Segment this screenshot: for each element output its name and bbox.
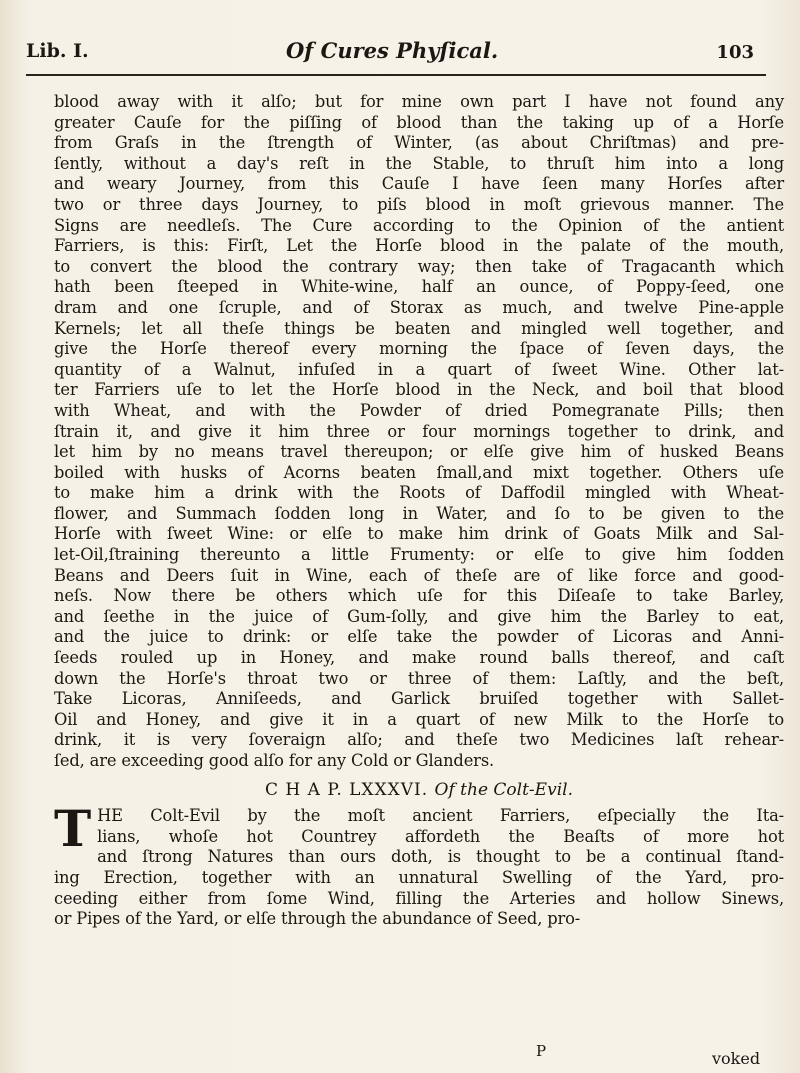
text-line: Signs are needleſs. The Cure according to the Opinion of the antient: [54, 215, 784, 235]
text-line: Oil and Honey, and give it in a quart of new Milk to the Horſe to: [54, 709, 784, 729]
text-line: ter Farriers uſe to let the Horſe blood in the Neck, and boil that blood: [54, 380, 784, 400]
text-line: HE Colt-Evil by the moſt ancient Farriers, eſpecially the Ita-: [97, 806, 784, 826]
text-line: Beans and Deers ſuit in Wine, each of theſe are of like force and good-: [54, 565, 784, 585]
text-line: greater Cauſe for the piſſing of blood than the taking up of a Horſe: [54, 112, 784, 132]
chapter-label: C H A P. LXXXVI.: [265, 779, 429, 800]
text-line: ſtrain it, and give it him three or four mornings together to drink, and: [54, 421, 784, 441]
text-line: to make him a drink with the Roots of Daffodil mingled with Wheat-: [54, 483, 784, 503]
text-line: two or three days Journey, to piſs blood in moſt grievous manner. The: [54, 194, 784, 214]
text-line: quantity of a Walnut, infuſed in a quart of ſweet Wine. Other lat-: [54, 359, 784, 379]
text-line: Horſe with ſweet Wine: or elſe to make him drink of Goats Milk and Sal-: [54, 524, 784, 544]
text-line: or Pipes of the Yard, or elſe through the abundance of Seed, pro-: [54, 909, 581, 929]
drop-cap: T: [54, 799, 92, 859]
chapter-heading: [54, 780, 784, 801]
text-line: lians, whoſe hot Countrey affordeth the Beaſts of more hot: [97, 826, 784, 846]
text-line: hath been ſteeped in White-wine, half an ounce, of Poppy-ſeed, one: [54, 277, 784, 297]
header-rule: [26, 74, 766, 76]
text-line: ſently, without a day's reſt in the Stable, to thruſt him into a long: [54, 153, 784, 173]
chapter-subtitle: Of the Colt-Evil.: [434, 779, 573, 800]
signature-mark: P: [536, 1042, 547, 1060]
running-header: [26, 32, 766, 72]
chapter-text: [54, 799, 784, 930]
text-line: give the Horſe thereof every morning the ſpace of ſeven days, the: [54, 339, 784, 359]
text-line: down the Horſe's throat two or three of them: Laſtly, and the beſt,: [54, 668, 784, 688]
text-line: drink, it is very ſoveraign alſo; and theſe two Medicines laſt rehear-: [54, 730, 784, 750]
text-line: boiled with husks of Acorns beaten ſmall,and mixt together. Others uſe: [54, 462, 784, 482]
catchword: voked: [712, 1049, 761, 1068]
text-line: to convert the blood the contrary way; then take of Tragacanth which: [54, 256, 784, 276]
text-line: and ſeethe in the juice of Gum-ſolly, and give him the Barley to eat,: [54, 606, 784, 626]
text-line: ing Erection, together with an unnatural Swelling of the Yard, pro-: [54, 867, 784, 887]
text-line: neſs. Now there be others which uſe for this Diſeaſe to take Barley,: [54, 586, 784, 606]
page-number: 103: [716, 42, 754, 63]
text-line: ceeding either from ſome Wind, filling the Arteries and hollow Sinews,: [54, 888, 784, 908]
text-line: let him by no means travel thereupon; or elſe give him of husked Beans: [54, 442, 784, 462]
text-line: and the juice to drink: or elſe take the powder of Licoras and Anni-: [54, 627, 784, 647]
text-line: ſeeds rouled up in Honey, and make round balls thereof, and caſt: [54, 648, 784, 668]
text-line: Farriers, is this: Firſt, Let the Horſe blood in the palate of the mouth,: [54, 236, 784, 256]
text-line: let-Oil,ſtraining thereunto a little Frumenty: or elſe to give him ſodden: [54, 545, 784, 565]
text-line: with Wheat, and with the Powder of dried Pomegranate Pills; then: [54, 400, 784, 420]
text-line: dram and one ſcruple, and of Storax as much, and twelve Pine-apple: [54, 297, 784, 317]
text-line: ſed, are exceeding good alſo for any Cold or Glanders.: [54, 751, 495, 770]
text-line: blood away with it alſo; but for mine own part I have not found any: [54, 92, 784, 111]
page-body: [54, 92, 784, 930]
text-line: and ſtrong Natures than ours doth, is thought to be a continual ſtand-: [97, 847, 784, 867]
text-line: from Graſs in the ſtrength of Winter, (as about Chriſtmas) and pre-: [54, 133, 784, 153]
running-title: Of Cures Phyſical.: [286, 38, 499, 63]
text-line: Kernels; let all theſe things be beaten and mingled well together, and: [54, 318, 784, 338]
book-number: Lib. I.: [26, 40, 89, 62]
previous-chapter-text: [54, 92, 784, 772]
text-line: flower, and Summach ſodden long in Water, and ſo to be given to the: [54, 503, 784, 523]
text-line: Take Licoras, Anniſeeds, and Garlick bruiſed together with Sallet-: [54, 689, 784, 709]
text-line: and weary Journey, from this Cauſe I have ſeen many Horſes after: [54, 174, 784, 194]
